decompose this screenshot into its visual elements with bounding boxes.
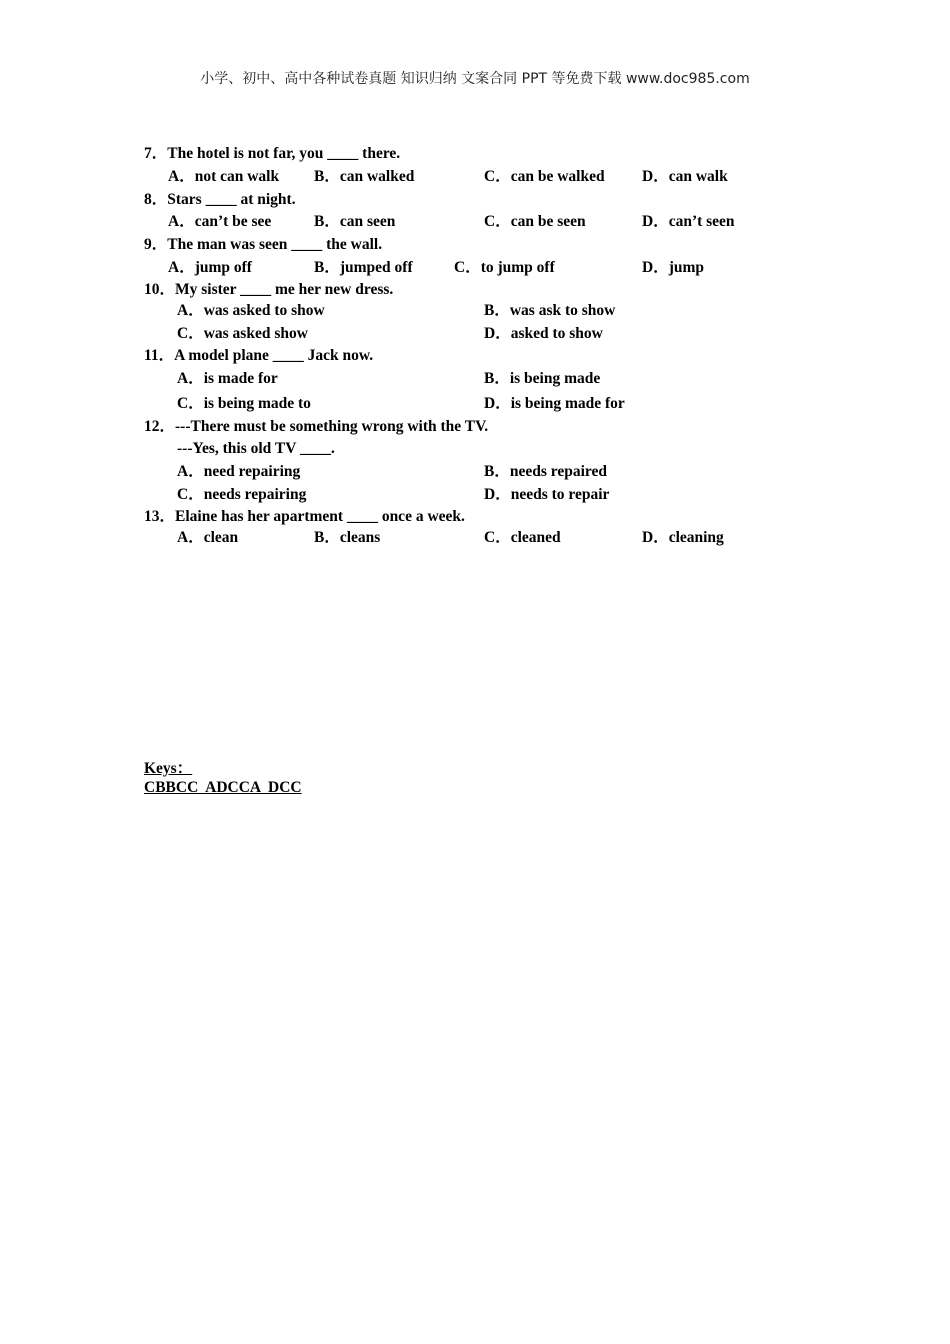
option-d: D．jump xyxy=(642,259,705,276)
option-a: A．need repairing xyxy=(177,463,301,480)
option-d: D．needs to repair xyxy=(484,486,610,503)
answer-keys-label: Keys： xyxy=(144,760,193,777)
option-a: A．not can walk xyxy=(168,168,280,185)
option-c: C．needs repairing xyxy=(177,486,307,503)
option-b: B．can seen xyxy=(314,213,396,230)
option-d: D．is being made for xyxy=(484,395,625,412)
option-b: B．jumped off xyxy=(314,259,413,276)
option-c: C．can be seen xyxy=(484,213,586,230)
option-b: B．can walked xyxy=(314,168,415,185)
question-stem: 12．---There must be something wrong with the TV. xyxy=(144,418,489,435)
option-c: C．cleaned xyxy=(484,529,561,546)
option-a: A．can’t be see xyxy=(168,213,272,230)
option-b: B．was ask to show xyxy=(484,302,616,319)
question-stem: 10．My sister ____ me her new dress. xyxy=(144,281,394,298)
answer-keys: CBBCC ADCCA DCC xyxy=(144,779,302,796)
option-a: A．jump off xyxy=(168,259,252,276)
option-d: D．cleaning xyxy=(642,529,724,546)
option-d: D．can walk xyxy=(642,168,728,185)
option-a: A．was asked to show xyxy=(177,302,325,319)
option-a: A．is made for xyxy=(177,370,278,387)
option-a: A．clean xyxy=(177,529,239,546)
question-stem: 8．Stars ____ at night. xyxy=(144,191,296,208)
question-stem: 13．Elaine has her apartment ____ once a week. xyxy=(144,508,465,525)
option-c: C．to jump off xyxy=(454,259,555,276)
question-stem-continued: ---Yes, this old TV ____. xyxy=(177,440,335,457)
option-d: D．asked to show xyxy=(484,325,603,342)
option-c: C．was asked show xyxy=(177,325,308,342)
option-b: B．is being made xyxy=(484,370,601,387)
question-stem: 7．The hotel is not far, you ____ there. xyxy=(144,145,401,162)
page-header: 小学、初中、高中各种试卷真题 知识归纳 文案合同 PPT 等免费下载 www.doc985.com xyxy=(200,71,750,87)
option-c: C．can be walked xyxy=(484,168,605,185)
option-c: C．is being made to xyxy=(177,395,311,412)
option-b: B．needs repaired xyxy=(484,463,608,480)
question-stem: 9．The man was seen ____ the wall. xyxy=(144,236,383,253)
option-b: B．cleans xyxy=(314,529,381,546)
question-stem: 11．A model plane ____ Jack now. xyxy=(144,347,374,364)
option-d: D．can’t seen xyxy=(642,213,735,230)
